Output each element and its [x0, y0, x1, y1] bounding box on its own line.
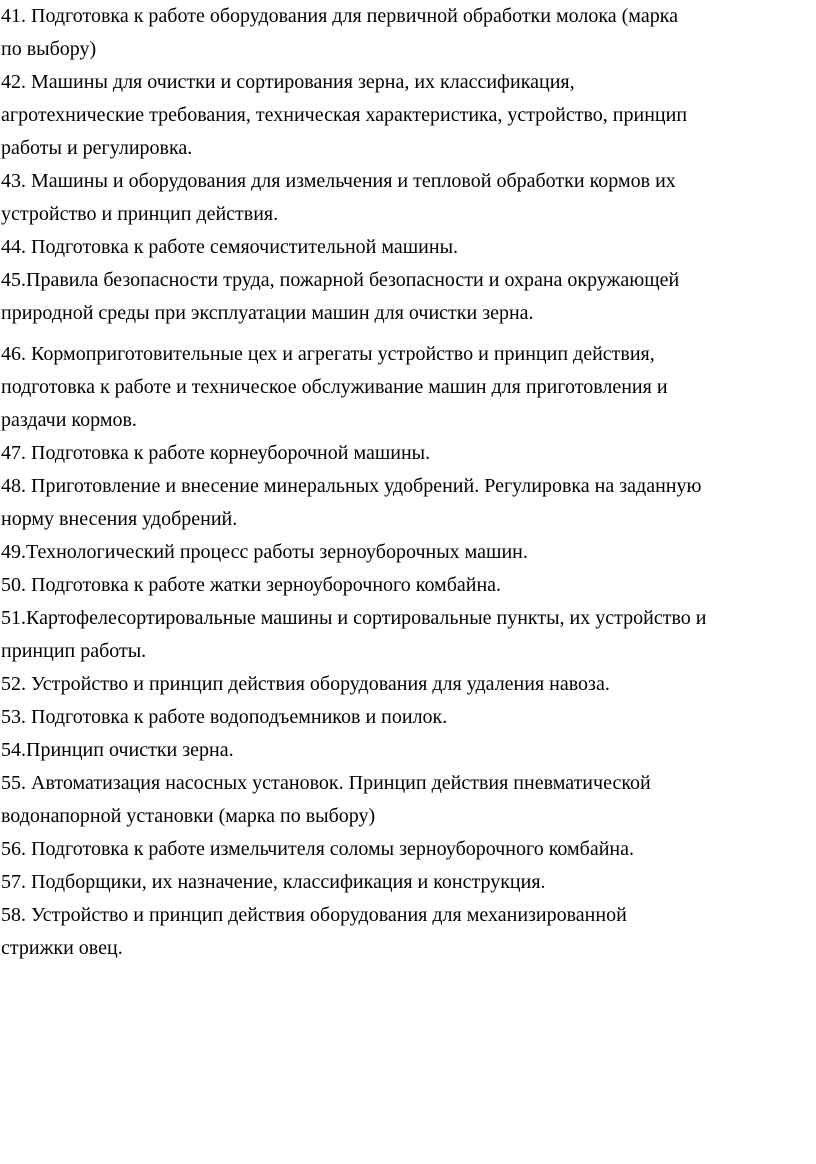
- list-item: [1, 701, 813, 734]
- list-item: [1, 569, 813, 602]
- question-list: [1, 0, 813, 965]
- list-item-line: 53. Подготовка к работе водоподъемников и поилок.: [1, 706, 448, 728]
- list-item: [1, 833, 813, 866]
- list-item-line: 57. Подборщики, их назначение, классификация и конструкция.: [1, 871, 546, 893]
- list-item: [1, 602, 813, 668]
- list-item-line: 49.Технологический процесс работы зерноуборочных машин.: [1, 541, 528, 563]
- list-item: [1, 767, 813, 833]
- list-item: [1, 668, 813, 701]
- list-item-line: 46. Кормоприготовительные цех и агрегаты устройство и принцип действия,: [1, 343, 655, 365]
- list-item: [1, 866, 813, 899]
- list-item: [1, 0, 813, 66]
- list-item-line: 50. Подготовка к работе жатки зерноуборочного комбайна.: [1, 574, 502, 596]
- list-item-line: водонапорной установки (марка по выбору): [1, 805, 376, 827]
- list-item-line: 54.Принцип очистки зерна.: [1, 739, 234, 761]
- list-item: [1, 899, 813, 965]
- list-item-line: природной среды при эксплуатации машин для очистки зерна.: [1, 302, 534, 324]
- list-item-line: подготовка к работе и техническое обслуживание машин для приготовления и: [1, 376, 668, 398]
- list-item-line: 51.Картофелесортировальные машины и сортировальные пункты, их устройство и: [1, 607, 707, 629]
- list-item-line: агротехнические требования, техническая характеристика, устройство, принцип: [1, 104, 688, 126]
- list-item-line: 48. Приготовление и внесение минеральных удобрений. Регулировка на заданную: [1, 475, 702, 497]
- list-item-line: 56. Подготовка к работе измельчителя соломы зерноуборочного комбайна.: [1, 838, 635, 860]
- list-item-line: раздачи кормов.: [1, 409, 137, 431]
- list-item-line: 52. Устройство и принцип действия оборудования для удаления навоза.: [1, 673, 610, 695]
- list-item: [1, 437, 813, 470]
- list-item: [1, 536, 813, 569]
- list-item: [1, 470, 813, 536]
- list-item-line: по выбору): [1, 38, 97, 60]
- list-item: [1, 231, 813, 264]
- list-item: [1, 165, 813, 231]
- list-item-line: 45.Правила безопасности труда, пожарной безопасности и охрана окружающей: [1, 269, 680, 291]
- list-item-line: работы и регулировка.: [1, 137, 193, 159]
- list-item-line: 43. Машины и оборудования для измельчения и тепловой обработки кормов их: [1, 170, 676, 192]
- list-item-line: 55. Автоматизация насосных установок. Принцип действия пневматической: [1, 772, 651, 794]
- list-item: [1, 338, 813, 437]
- list-item: [1, 264, 813, 330]
- list-item-line: устройство и принцип действия.: [1, 203, 279, 225]
- list-item: [1, 734, 813, 767]
- list-item-line: 42. Машины для очистки и сортирования зерна, их классификация,: [1, 71, 575, 93]
- list-item-line: стрижки овец.: [1, 937, 123, 959]
- list-item-line: 58. Устройство и принцип действия оборудования для механизированной: [1, 904, 627, 926]
- list-item-line: 47. Подготовка к работе корнеуборочной машины.: [1, 442, 431, 464]
- list-item: [1, 66, 813, 165]
- list-item-line: 41. Подготовка к работе оборудования для первичной обработки молока (марка: [1, 5, 678, 27]
- list-item-line: 44. Подготовка к работе семяочистительной машины.: [1, 236, 459, 258]
- list-item-line: принцип работы.: [1, 640, 147, 662]
- list-item-line: норму внесения удобрений.: [1, 508, 238, 530]
